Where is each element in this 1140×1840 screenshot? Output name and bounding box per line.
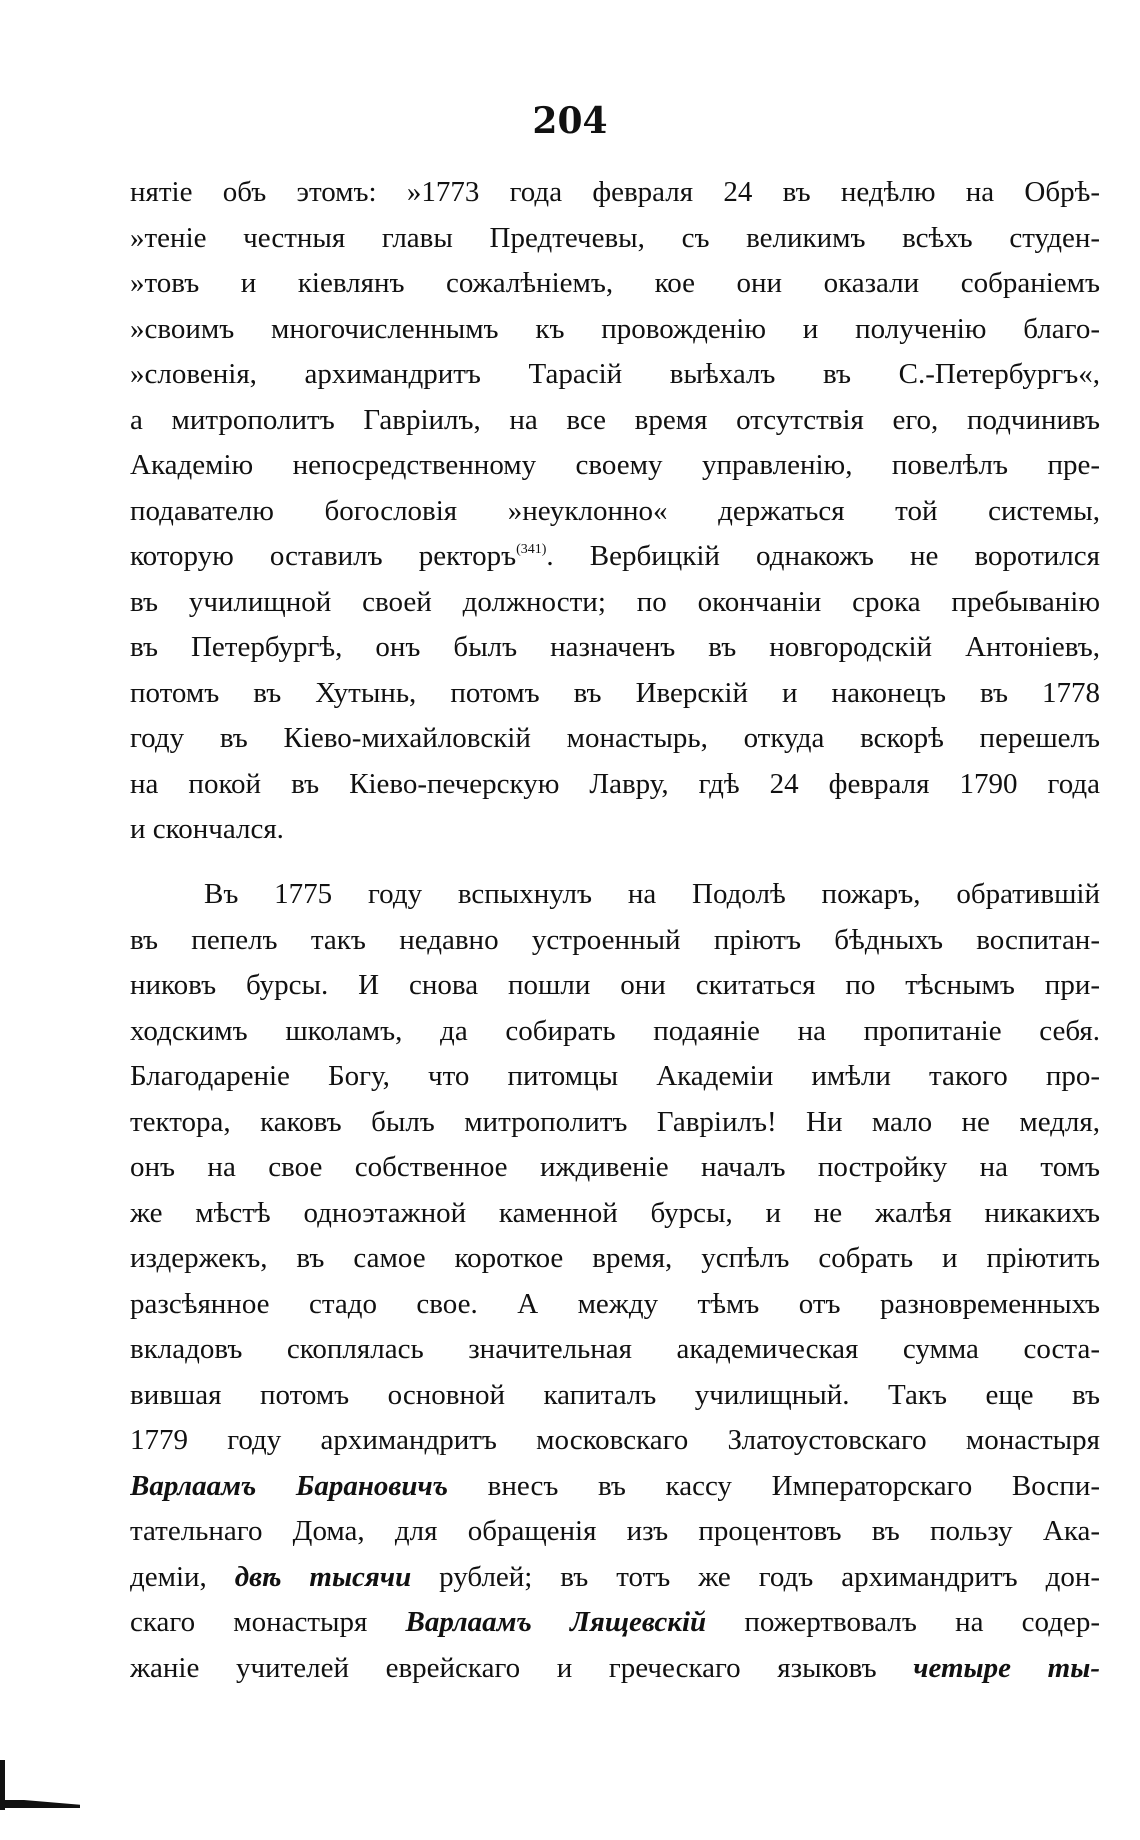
text-line: тектора, каковъ былъ митрополитъ Гавріилъ! Ни мало не медля, bbox=[130, 1105, 1100, 1138]
text-line: вившая потомъ основной капиталъ училищный. Такъ еще въ bbox=[130, 1378, 1100, 1411]
paragraph-1 bbox=[130, 170, 1100, 853]
text-line: нятіе объ этомъ: »1773 года февраля 24 въ недѣлю на Обрѣ- bbox=[130, 176, 1100, 208]
text-line: а митрополитъ Гавріилъ, на все время отсутствія его, подчинивъ bbox=[130, 403, 1100, 436]
scan-edge-mark bbox=[0, 1800, 80, 1808]
text-line-with-footnote bbox=[130, 534, 1100, 580]
text-line: разсѣянное стадо свое. А между тѣмъ отъ разновременныхъ bbox=[130, 1287, 1100, 1320]
text-segment: пожертвовалъ на содер- bbox=[706, 1606, 1100, 1638]
text-line: и скончался. bbox=[130, 813, 284, 845]
italic-sum: двѣ тысячи bbox=[234, 1560, 412, 1593]
text-segment: внесъ въ кассу Императорскаго Воспи- bbox=[448, 1469, 1100, 1502]
text-line: вкладовъ скоплялась значительная академическая сумма соста- bbox=[130, 1333, 1100, 1365]
text-line: 1779 году архимандритъ московскаго Златоустовскаго монастыря bbox=[130, 1424, 1100, 1456]
text-line: »словенія, архимандритъ Тарасій выѣхалъ въ С.-Петербургъ«, bbox=[130, 358, 1100, 390]
text-line: же мѣстѣ одноэтажной каменной бурсы, и не жалѣя никакихъ bbox=[130, 1196, 1100, 1229]
text-line bbox=[130, 1555, 1100, 1601]
italic-name: Варлаамъ Барановичъ bbox=[130, 1469, 449, 1502]
text-line bbox=[130, 1646, 1100, 1692]
text-line: году въ Кіево-михайловскій монастырь, откуда вскорѣ перешелъ bbox=[130, 722, 1100, 754]
text-line: издержекъ, въ самое короткое время, успѣлъ собрать и пріютить bbox=[130, 1242, 1100, 1274]
text-line: ходскимъ школамъ, да собирать подаяніе на пропитаніе себя. bbox=[130, 1014, 1100, 1047]
text-line bbox=[130, 1464, 1100, 1510]
text-line: въ Петербургѣ, онъ былъ назначенъ въ новгородскій Антоніевъ, bbox=[130, 631, 1100, 663]
text-line bbox=[130, 1600, 1100, 1646]
text-line: подавателю богословія »неуклонно« держаться той системы, bbox=[130, 494, 1100, 527]
text-line: »товъ и кіевлянъ сожалѣніемъ, кое они оказали собраніемъ bbox=[130, 267, 1100, 299]
paragraph-2 bbox=[130, 872, 1100, 1691]
text-segment: . Вербицкій однакожъ не воротился bbox=[546, 540, 1100, 572]
text-line: »теніе честныя главы Предтечевы, съ великимъ всѣхъ студен- bbox=[130, 221, 1100, 254]
page-number: 204 bbox=[532, 100, 608, 142]
text-line: Въ 1775 году вспыхнулъ на Подолѣ пожаръ, обратившій bbox=[204, 878, 1100, 910]
text-line: потомъ въ Хутынь, потомъ въ Иверскій и наконецъ въ 1778 bbox=[130, 676, 1100, 709]
text-line: Благодареніе Богу, что питомцы Академіи имѣли такого про- bbox=[130, 1060, 1100, 1092]
italic-sum: четыре ты- bbox=[913, 1651, 1100, 1684]
text-line: онъ на свое собственное иждивеніе началъ постройку на томъ bbox=[130, 1151, 1100, 1183]
text-line: на покой въ Кіево-печерскую Лавру, гдѣ 24 февраля 1790 года bbox=[130, 767, 1100, 800]
text-line: »своимъ многочисленнымъ къ провожденію и полученію благо- bbox=[130, 312, 1100, 345]
text-segment: деміи, bbox=[130, 1560, 235, 1593]
text-segment: скаго монастыря bbox=[130, 1606, 406, 1638]
text-segment: которую оставилъ ректоръ bbox=[130, 540, 517, 572]
italic-name: Варлаамъ Лящевскій bbox=[405, 1606, 707, 1638]
footnote-ref: (341) bbox=[516, 542, 547, 557]
text-segment: рублей; въ тотъ же годъ архимандритъ дон- bbox=[411, 1560, 1100, 1593]
text-line: въ пепелъ такъ недавно устроенный пріютъ бѣдныхъ воспитан- bbox=[130, 923, 1100, 956]
text-line: Академію непосредственному своему управленію, повелѣлъ пре- bbox=[130, 449, 1100, 481]
text-line: тательнаго Дома, для обращенія изъ процентовъ въ пользу Ака- bbox=[130, 1515, 1100, 1547]
text-segment: жаніе учителей еврейскаго и греческаго языковъ bbox=[130, 1651, 914, 1684]
text-line: никовъ бурсы. И снова пошли они скитаться по тѣснымъ при- bbox=[130, 969, 1100, 1001]
text-line: въ училищной своей должности; по окончаніи срока пребыванію bbox=[130, 585, 1100, 618]
